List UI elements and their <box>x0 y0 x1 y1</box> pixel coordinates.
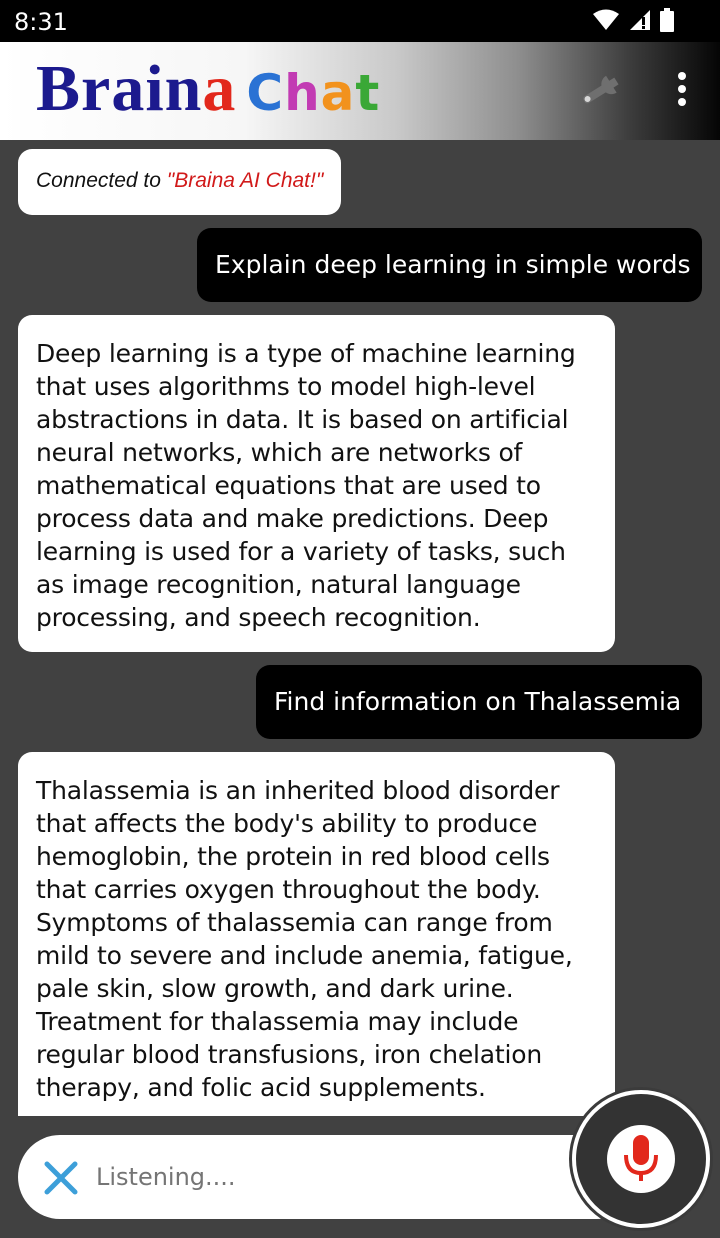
status-icons <box>592 8 674 32</box>
bot-message-line: hemoglobin, the protein in red blood cells <box>36 842 550 871</box>
voice-input-bar <box>18 1135 638 1219</box>
bot-message-line: therapy, and folic acid supplements. <box>36 1073 486 1102</box>
user-message: Find information on Thalassemia <box>256 665 702 739</box>
signal-icon <box>628 8 652 32</box>
bot-message-line: learning is used for a variety of tasks, such <box>36 537 566 566</box>
message-input[interactable] <box>96 1135 556 1219</box>
logo-letter: t <box>355 64 381 122</box>
bot-message-line: mathematical equations that are used to <box>36 471 541 500</box>
wifi-icon <box>592 8 620 32</box>
bot-message <box>18 315 615 652</box>
bot-message-line: Treatment for thalassemia may include <box>36 1007 519 1036</box>
microphone-button[interactable] <box>572 1090 710 1228</box>
logo-word-braina: Braina <box>36 52 237 125</box>
connection-status <box>18 149 341 215</box>
status-time: 8:31 <box>14 8 68 36</box>
bot-message-line: abstractions in data. It is based on artificial <box>36 405 569 434</box>
logo-letter: C <box>246 64 285 122</box>
bot-message-line: process data and make predictions. Deep <box>36 504 549 533</box>
app-bar <box>0 42 720 140</box>
bot-message-line: Deep learning is a type of machine learning <box>36 339 576 368</box>
bot-message-line: neural networks, which are networks of <box>36 438 523 467</box>
braina-chat-logo <box>36 54 380 124</box>
status-bar <box>0 0 720 42</box>
bot-message-line: that uses algorithms to model high-level <box>36 372 536 401</box>
close-icon[interactable] <box>42 1159 80 1197</box>
bot-message-line: pale skin, slow growth, and dark urine. <box>36 974 514 1003</box>
logo-letter: h <box>284 64 321 122</box>
mic-icon-holder <box>607 1125 675 1193</box>
bot-message-line: that affects the body's ability to produce <box>36 809 538 838</box>
logo-word-chat <box>246 64 380 122</box>
bot-message-line: that carries oxygen throughout the body. <box>36 875 541 904</box>
bot-message-line: Symptoms of thalassemia can range from <box>36 908 553 937</box>
more-vertical-icon[interactable] <box>668 72 696 110</box>
logo-letter: a <box>320 64 356 122</box>
bot-message-line: mild to severe and include anemia, fatigue, <box>36 941 573 970</box>
bot-message-line: as image recognition, natural language <box>36 570 521 599</box>
bot-message <box>18 752 615 1116</box>
battery-icon <box>660 8 674 32</box>
bot-message-line: regular blood transfusions, iron chelation <box>36 1040 542 1069</box>
wrench-icon[interactable] <box>575 70 629 115</box>
user-message: Explain deep learning in simple words <box>197 228 702 302</box>
bot-message-line: processing, and speech recognition. <box>36 603 481 632</box>
connection-bot-name: "Braina AI Chat!" <box>166 169 324 192</box>
connection-prefix: Connected to <box>36 169 167 192</box>
bot-message-line: Thalassemia is an inherited blood disorder <box>36 776 560 805</box>
